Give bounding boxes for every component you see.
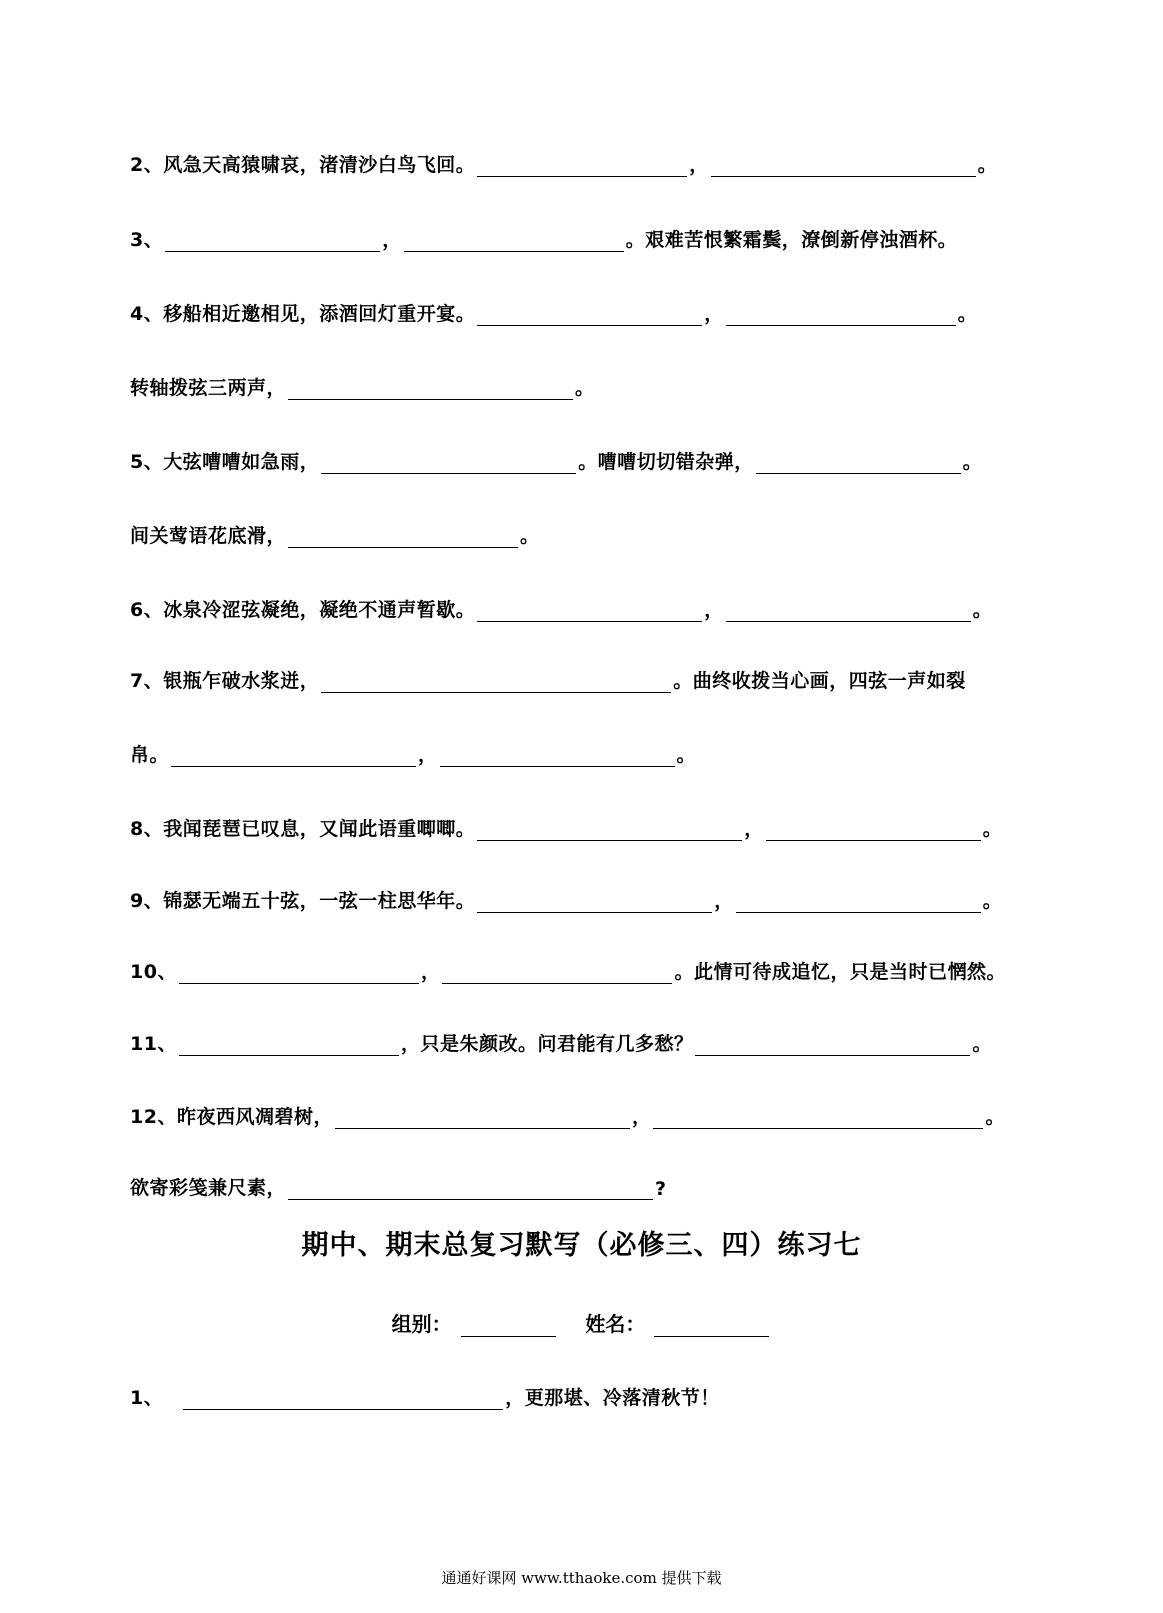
punctuation: 。 <box>520 525 540 547</box>
question-12-continued <box>130 1173 1043 1200</box>
question-9 <box>130 886 1043 913</box>
answer-blank[interactable] <box>766 822 981 841</box>
answer-blank[interactable] <box>477 894 712 913</box>
punctuation: 。 <box>676 744 697 766</box>
punctuation: ， <box>704 303 724 325</box>
question-text: 。此情可待成追忆，只是当时已惘然。 <box>674 961 1006 983</box>
answer-blank[interactable] <box>477 307 702 326</box>
question-text: 。嘈嘈切切错杂弹， <box>578 451 754 473</box>
question-number: 3、 <box>130 229 164 251</box>
question-6 <box>130 595 1043 622</box>
answer-blank[interactable] <box>477 158 687 177</box>
answer-blank[interactable] <box>736 894 981 913</box>
question-text: ，更那堪、冷落清秋节！ <box>505 1387 720 1409</box>
question-number: 10、 <box>130 961 177 983</box>
question-text: 7、银瓶乍破水浆迸， <box>130 670 320 692</box>
answer-blank[interactable] <box>726 307 956 326</box>
question-text: 8、我闻琵琶已叹息，又闻此语重唧唧。 <box>130 818 476 840</box>
punctuation: 。 <box>977 154 998 176</box>
question-7 <box>130 666 1043 693</box>
punctuation: 。 <box>982 818 1003 840</box>
punctuation: ， <box>631 1106 652 1128</box>
answer-blank[interactable] <box>653 1110 983 1129</box>
student-info <box>0 1308 1163 1337</box>
answer-blank[interactable] <box>335 1110 630 1129</box>
punctuation: 。 <box>972 599 993 621</box>
answer-blank[interactable] <box>442 965 672 984</box>
name-field[interactable] <box>654 1318 769 1337</box>
punctuation: ， <box>704 599 724 621</box>
answer-blank[interactable] <box>165 233 380 252</box>
punctuation: ， <box>418 744 438 766</box>
answer-blank[interactable] <box>171 748 416 767</box>
group-field[interactable] <box>461 1318 556 1337</box>
question-text: 帛。 <box>130 744 170 766</box>
punctuation: 。 <box>985 1106 1005 1128</box>
punctuation: ， <box>744 818 764 840</box>
answer-blank[interactable] <box>288 529 518 548</box>
question-2 <box>130 150 1043 177</box>
answer-blank[interactable] <box>440 748 675 767</box>
answer-blank[interactable] <box>477 603 702 622</box>
punctuation: 。 <box>962 451 983 473</box>
answer-blank[interactable] <box>183 1391 503 1410</box>
answer-blank[interactable] <box>288 381 573 400</box>
answer-blank[interactable] <box>711 158 976 177</box>
question-1-new-section <box>130 1383 1043 1410</box>
question-8 <box>130 814 1043 841</box>
answer-blank[interactable] <box>179 965 419 984</box>
worksheet-title: 期中、期末总复习默写（必修三、四）练习七 <box>301 1230 862 1261</box>
question-5-continued <box>130 521 1043 548</box>
answer-blank[interactable] <box>726 603 971 622</box>
group-label: 组别： <box>391 1312 452 1336</box>
question-text: 5、大弦嘈嘈如急雨， <box>130 451 320 473</box>
answer-blank[interactable] <box>179 1037 399 1056</box>
punctuation: 。 <box>982 890 1003 912</box>
question-12 <box>130 1102 1043 1129</box>
punctuation: ， <box>689 154 709 176</box>
name-label: 姓名： <box>585 1312 646 1336</box>
question-text: 间关莺语花底滑， <box>130 525 287 547</box>
punctuation: 。 <box>575 377 595 399</box>
punctuation: 。 <box>957 303 978 325</box>
question-text: 9、锦瑟无端五十弦，一弦一柱思华年。 <box>130 890 476 912</box>
answer-blank[interactable] <box>477 822 742 841</box>
answer-blank[interactable] <box>321 455 576 474</box>
question-10 <box>130 957 1043 984</box>
question-5 <box>130 447 1043 474</box>
answer-blank[interactable] <box>695 1037 970 1056</box>
answer-blank[interactable] <box>321 674 671 693</box>
question-text: 12、昨夜西风凋碧树， <box>130 1106 333 1128</box>
answer-blank[interactable] <box>404 233 624 252</box>
question-3 <box>130 225 1043 252</box>
question-text: 转轴拨弦三两声， <box>130 377 287 399</box>
question-text: 。曲终收拨当心画，四弦一声如裂 <box>673 670 966 692</box>
punctuation: ， <box>420 961 441 983</box>
question-text: 4、移船相近邀相见，添酒回灯重开宴。 <box>130 303 476 325</box>
question-4 <box>130 299 1043 326</box>
punctuation: ， <box>714 890 734 912</box>
question-text: 欲寄彩笺兼尺素， <box>130 1177 287 1199</box>
question-text: 6、冰泉冷涩弦凝绝，凝绝不通声暂歇。 <box>130 599 476 621</box>
answer-blank[interactable] <box>288 1181 653 1200</box>
question-text: ，只是朱颜改。问君能有几多愁？ <box>400 1033 694 1055</box>
punctuation: ， <box>382 229 402 251</box>
question-7-continued <box>130 740 1043 767</box>
answer-blank[interactable] <box>756 455 961 474</box>
punctuation: ? <box>655 1178 667 1200</box>
question-11 <box>130 1029 1043 1056</box>
question-number: 1、 <box>130 1387 164 1409</box>
footer-credit: 通通好课网 www.tthaoke.com 提供下载 <box>441 1569 722 1587</box>
punctuation: 。 <box>972 1033 992 1055</box>
question-text: 。艰难苦恨繁霜鬓，潦倒新停浊酒杯。 <box>625 229 958 251</box>
question-text: 2、风急天高猿啸哀，渚清沙白鸟飞回。 <box>130 154 476 176</box>
question-number: 11、 <box>130 1033 177 1055</box>
question-4-continued <box>130 373 1043 400</box>
